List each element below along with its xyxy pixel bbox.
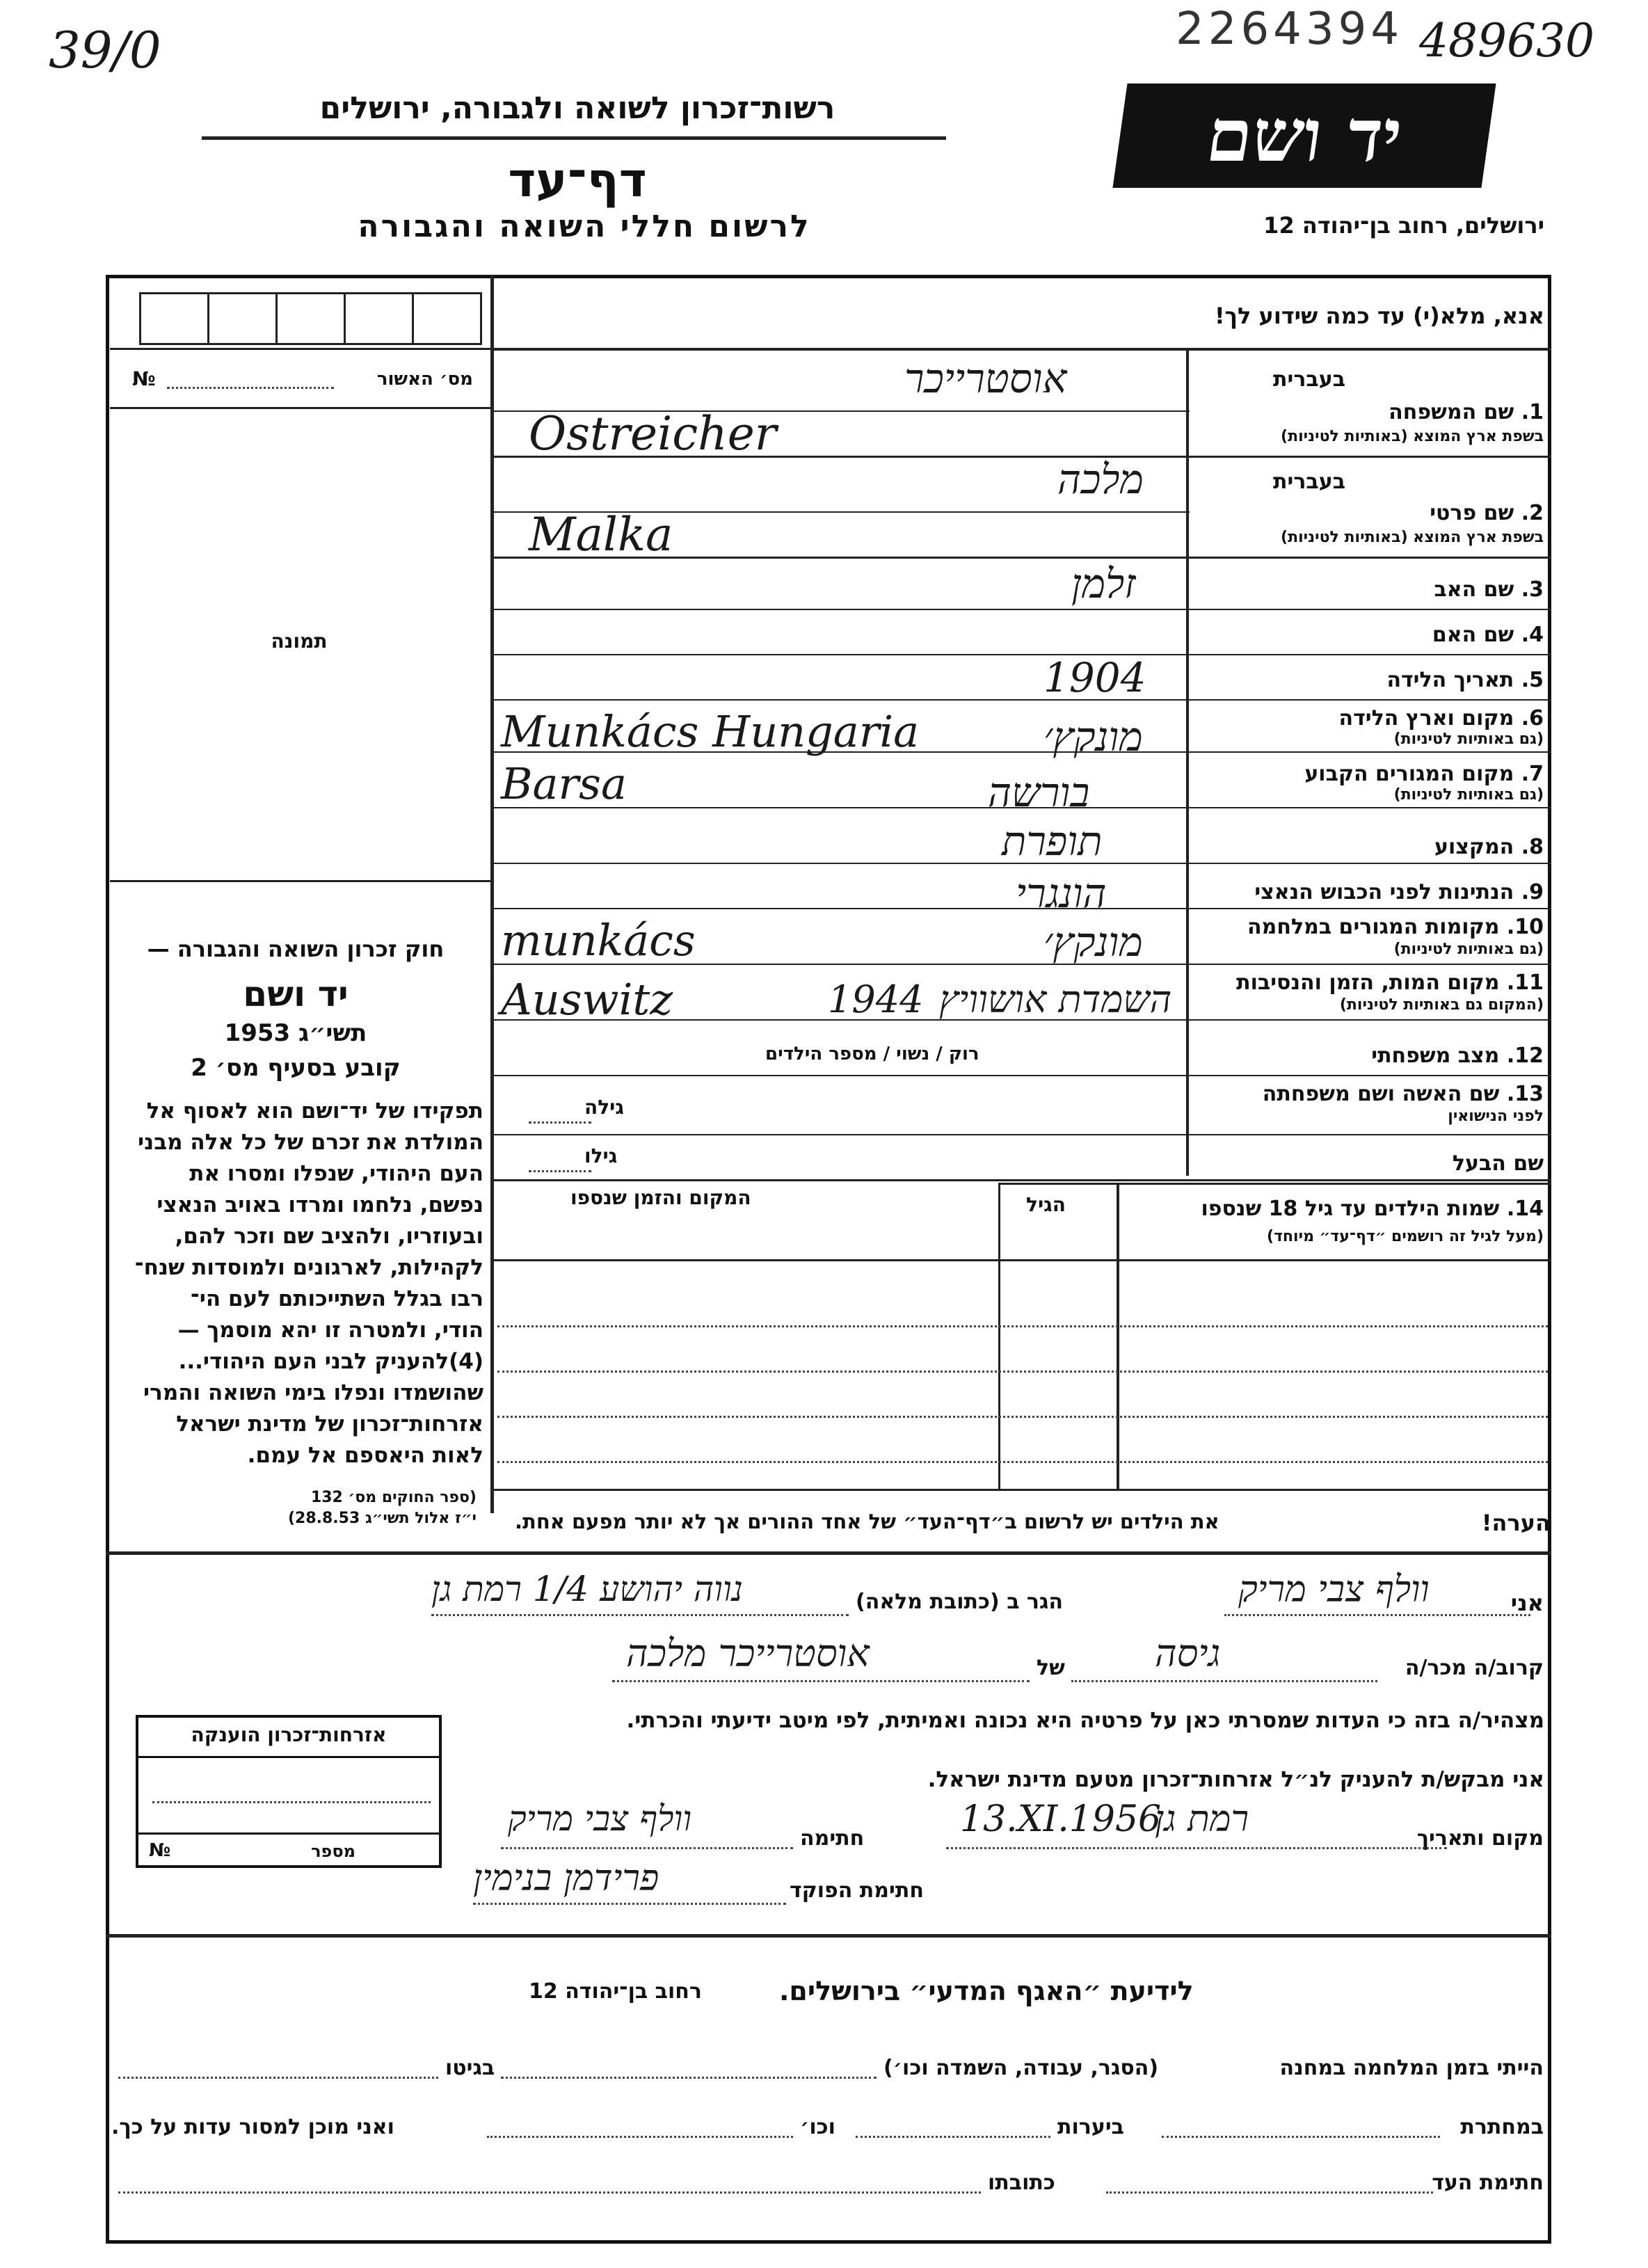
relation-value[interactable]: גיסה <box>1155 1631 1221 1675</box>
officer-label: חתימת הפוקד <box>790 1878 924 1903</box>
husband-label: שם הבעל <box>1452 1151 1544 1176</box>
law-year: תשי״ג 1953 <box>224 1019 367 1047</box>
place-date-label: מקום ותאריך <box>1416 1826 1544 1851</box>
f8-label: 8. המקצוע <box>1434 835 1544 859</box>
f6-sub: (גם באותיות לטיניות) <box>1393 730 1544 748</box>
f11-sub: (המקום גם באותיות לטיניות) <box>1339 996 1544 1014</box>
f2-label: 2. שם פרטי <box>1430 501 1544 525</box>
law-title-2: יד ושם <box>243 974 349 1014</box>
of-value[interactable]: אוסטרייכר מלכה <box>626 1631 870 1675</box>
i-value[interactable]: וולף צבי מריק <box>1238 1569 1430 1611</box>
request-text: אני מבקש/ת להעניק לנ״ל אזרחות־זכרון מטעם מדינת ישראל. <box>927 1767 1544 1792</box>
f13-sub: לפני הנישואין <box>1448 1108 1544 1125</box>
i-label: אני <box>1510 1590 1544 1616</box>
footer-title: לידיעת ״האגף המדעי״ בירושלים. <box>779 1976 1194 2006</box>
header-address: ירושלים, רחוב בן־יהודה 12 <box>1263 212 1544 239</box>
law-ref-2: י״ז אלול תשי״ג 28.8.53) <box>287 1510 477 1527</box>
signature-value[interactable]: וולף צבי מריק <box>508 1798 692 1839</box>
f11-label: 11. מקום המות, הזמן והנסיבות <box>1236 971 1544 995</box>
f2-latin-value[interactable]: Malka <box>529 508 673 561</box>
law-text: תפקידו של יד־ושם הוא לאסוף אל המולדת את זכרם של כל אלה מבני העם היהודי, שנפלו ומסרו את נפשם, נלחמו ומרדו באויב הנאצי ובעוזריו, ולהציב שם וזכר להם, לקהילות, לארגונים ולמוסדות שנח־ רבו בגלל השתייכותם לעם הי־ הודי, ולמטרה זו יהא מוסמך — (4)להעניק לבני העם היהודי... שהושמדו ונפלו בימי השואה והמרי אזרחות־זכרון של מדינת ישראל לאות היאספם אל עמם. <box>134 1099 483 1468</box>
org-line: רשות־זכרון לשואה ולגבורה, ירושלים <box>319 90 835 126</box>
f3-label: 3. שם האב <box>1434 577 1544 602</box>
signature-label: חתימה <box>800 1826 865 1851</box>
f6-hebrew-value[interactable]: מונקץ׳ <box>1043 713 1143 760</box>
col-age: הגיל <box>1026 1193 1066 1216</box>
note-text: את הילדים יש לרשום ב״דף־העד״ של אחד ההורים אך לא יותר מפעם אחת. <box>515 1510 1219 1533</box>
f9-label: 9. הנתינות לפני הכבוש הנאצי <box>1254 880 1544 904</box>
f9-value[interactable]: הונגרי <box>1016 870 1107 917</box>
officer-value[interactable]: פרידמן בנימין <box>473 1858 659 1899</box>
form-subtitle: לרשום חללי השואה והגבורה <box>358 209 811 244</box>
f14-label: 14. שמות הילדים עד גיל 18 שנספו <box>1201 1197 1544 1221</box>
top-left-boxes <box>139 292 482 345</box>
relation-label: קרוב/ה מכר/ה <box>1405 1656 1544 1680</box>
corner-ref-left: 39/0 <box>49 21 161 79</box>
f2-in-hebrew: בעברית <box>1273 470 1345 494</box>
f10-hebrew-value[interactable]: מונקץ׳ <box>1043 918 1143 966</box>
f7-sub: (גם באותיות לטיניות) <box>1393 786 1544 804</box>
f7-hebrew-value[interactable]: בורשה <box>988 769 1090 816</box>
f2-sub: בשפת ארץ המוצא (באותיות לטיניות) <box>1281 529 1544 546</box>
corner-ref-right: 2264394 <box>1176 3 1404 55</box>
law-title-1: חוק זכרון השואה והגבורה — <box>147 936 445 962</box>
footer-line2-a: במחתרת <box>1460 2115 1544 2139</box>
law-clause: קובע בסעיף מס׳ 2 <box>191 1054 401 1082</box>
col-place: המקום והזמן שנספו <box>570 1186 751 1209</box>
footer-line2-c: וכו׳ <box>800 2115 835 2139</box>
f12-options: רוק / נשוי / מספר הילדים <box>765 1044 979 1064</box>
form-title: דף־עד <box>508 153 647 208</box>
note-label: הערה! <box>1481 1510 1551 1536</box>
f14-sub: (מעל לגיל זה רושמים ״דף־עד״ מיוחד) <box>1266 1228 1544 1245</box>
f10-sub: (גם באותיות לטיניות) <box>1393 941 1544 958</box>
yad-vashem-logo: יד ושם <box>1112 83 1496 188</box>
f10-label: 10. מקומות המגורים במלחמה <box>1247 915 1544 939</box>
place-value[interactable]: רמת גן <box>1155 1798 1249 1840</box>
resides-label: הגר ב (כתובת מלאה) <box>856 1590 1064 1614</box>
approval-no-symbol: № <box>132 367 156 390</box>
f5-label: 5. תאריך הלידה <box>1386 668 1544 692</box>
footer-line3-a: חתימת העד <box>1432 2171 1544 2195</box>
f4-label: 4. שם האם <box>1432 623 1544 647</box>
footer-line1-b: (הסגר, עבודה, השמדה וכו׳) <box>883 2056 1159 2080</box>
of-label: של <box>1037 1656 1065 1680</box>
corner-ref-right-hand: 489630 <box>1419 14 1594 67</box>
f7-label: 7. מקום המגורים הקבוע <box>1304 762 1544 786</box>
f1-label: 1. שם המשפחה <box>1389 400 1544 424</box>
f11-latin-value[interactable]: Auswitz <box>501 974 673 1025</box>
f1-latin-value[interactable]: Ostreicher <box>529 407 777 461</box>
footer-line1-c: בגיטו <box>445 2056 495 2080</box>
photo-label: תמונה <box>271 630 328 653</box>
footer-line2-b: ביערות <box>1057 2115 1124 2139</box>
footer-line3-b: כתובתו <box>988 2171 1055 2195</box>
date-value[interactable]: 13.XI.1956 <box>960 1798 1162 1840</box>
footer-line2-d: ואני מוכן למסור עדות על כך. <box>111 2115 394 2139</box>
f1-sub: בשפת ארץ המוצא (באותיות לטיניות) <box>1281 428 1544 445</box>
declare-text: מצהיר/ה בזה כי העדות שמסרתי כאן על פרטיה היא נכונה ואמיתית, לפי מיטב ידיעתי והכרתי. <box>626 1708 1544 1733</box>
age-label-2: גילו <box>584 1144 618 1167</box>
f12-label: 12. מצב משפחתי <box>1371 1044 1544 1068</box>
citizenship-box: אזרחות־זכרון הוענקה מספר № <box>136 1715 442 1868</box>
f8-value[interactable]: תופרת <box>1002 817 1103 865</box>
f3-value[interactable]: זלמן <box>1071 560 1136 607</box>
f6-latin-value[interactable]: Munkács Hungaria <box>501 706 920 757</box>
f11-hebrew-value[interactable]: השמדת אושוויץ <box>939 977 1172 1021</box>
f10-latin-value[interactable]: munkács <box>501 915 696 966</box>
f11-year[interactable]: 1944 <box>828 977 924 1021</box>
f7-latin-value[interactable]: Barsa <box>501 758 627 809</box>
f13-label: 13. שם האשה ושם משפחתה <box>1262 1082 1544 1106</box>
f2-hebrew-value[interactable]: מלכה <box>1057 456 1144 503</box>
resides-value[interactable]: נווה יהושע 1/4 רמת גן <box>431 1569 744 1609</box>
footer-line1-a: הייתי בזמן המלחמה במחנה <box>1279 2056 1544 2080</box>
law-ref-1: (ספר החוקים מס׳ 132 <box>310 1489 477 1506</box>
age-label-1: גילה <box>584 1096 624 1119</box>
f1-in-hebrew: בעברית <box>1273 367 1345 392</box>
f6-label: 6. מקום וארץ הלידה <box>1338 706 1544 730</box>
f1-hebrew-value[interactable]: אוסטרייכר <box>904 355 1067 402</box>
f5-value[interactable]: 1904 <box>1043 654 1146 701</box>
top-prompt: אנא, מלא(י) עד כמה שידוע לך! <box>1214 303 1544 329</box>
approval-no-label: מס׳ האשור <box>376 369 473 390</box>
footer-address: רחוב בן־יהודה 12 <box>529 1979 702 2004</box>
